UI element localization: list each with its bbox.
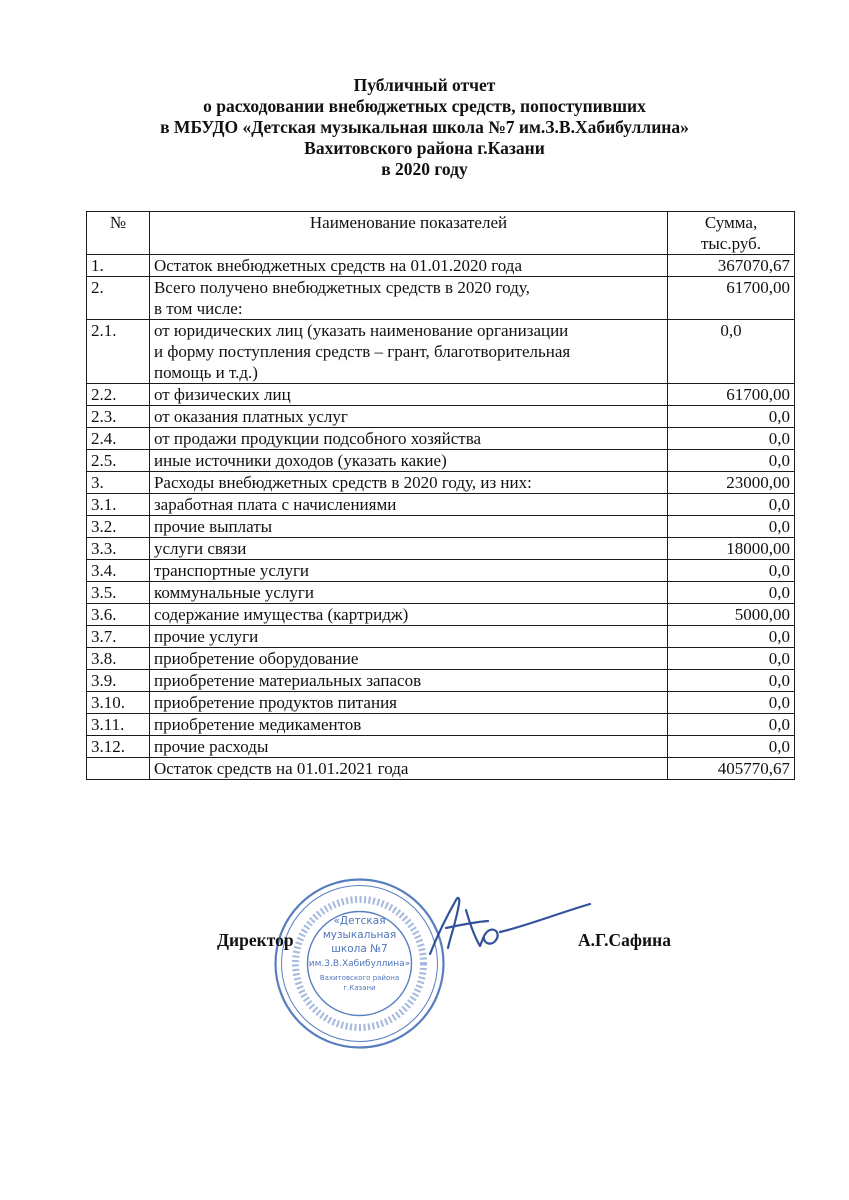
- row-num: 3.7.: [87, 626, 150, 648]
- row-sum: 0,0: [668, 494, 795, 516]
- row-sum: 61700,00: [668, 384, 795, 406]
- row-name: Остаток средств на 01.01.2021 года: [149, 758, 667, 780]
- table-row: [87, 604, 795, 626]
- row-name: [149, 277, 667, 320]
- row-name-line-2: в том числе:: [153, 299, 243, 318]
- table-row: [87, 670, 795, 692]
- table-row: [87, 538, 795, 560]
- header-sum-line-2: тыс.руб.: [700, 234, 762, 253]
- row-num: 2.: [87, 277, 150, 320]
- row-num: 3.8.: [87, 648, 150, 670]
- row-sum: 0,0: [668, 450, 795, 472]
- table-row: [87, 277, 795, 320]
- row-sum: 61700,00: [668, 277, 795, 320]
- row-sum: 405770,67: [668, 758, 795, 780]
- table-row: [87, 714, 795, 736]
- table-row: [87, 692, 795, 714]
- signature-row: [0, 930, 849, 960]
- row-num: 3.10.: [87, 692, 150, 714]
- row-name: заработная плата с начислениями: [149, 494, 667, 516]
- row-sum: 18000,00: [668, 538, 795, 560]
- row-sum: 5000,00: [668, 604, 795, 626]
- row-sum: 0,0: [668, 560, 795, 582]
- row-name: от оказания платных услуг: [149, 406, 667, 428]
- row-sum: 23000,00: [668, 472, 795, 494]
- table-row: [87, 255, 795, 277]
- signer-position: Директор: [217, 930, 294, 950]
- stamp-text-3: школа №7: [331, 943, 388, 955]
- row-name-line-1: от юридических лиц (указать наименование организации: [153, 321, 569, 340]
- signer-name: А.Г.Сафина: [578, 930, 671, 950]
- row-name: прочие услуги: [149, 626, 667, 648]
- row-sum: 0,0: [668, 516, 795, 538]
- stamp-text-6: г.Казани: [343, 984, 376, 992]
- table-row: [87, 406, 795, 428]
- row-sum: 367070,67: [668, 255, 795, 277]
- row-sum: 0,0: [668, 648, 795, 670]
- row-num: 2.2.: [87, 384, 150, 406]
- row-sum: 0,0: [668, 692, 795, 714]
- table-row-total: [87, 758, 795, 780]
- row-name: от продажи продукции подсобного хозяйства: [149, 428, 667, 450]
- row-sum: 0,0: [668, 428, 795, 450]
- row-sum: 0,0: [668, 670, 795, 692]
- row-name: прочие выплаты: [149, 516, 667, 538]
- row-num: 3.2.: [87, 516, 150, 538]
- header-sum: [668, 212, 795, 255]
- row-name: приобретение продуктов питания: [149, 692, 667, 714]
- row-name: прочие расходы: [149, 736, 667, 758]
- row-name: Расходы внебюджетных средств в 2020 году, из них:: [149, 472, 667, 494]
- row-name: коммунальные услуги: [149, 582, 667, 604]
- row-name-line-2: и форму поступления средств – грант, благотворительная: [153, 342, 571, 361]
- row-sum: 0,0: [668, 582, 795, 604]
- header-name: Наименование показателей: [149, 212, 667, 255]
- title-line-1: Публичный отчет: [353, 75, 496, 95]
- table-row: [87, 626, 795, 648]
- row-name: содержание имущества (картридж): [149, 604, 667, 626]
- row-sum: 0,0: [668, 714, 795, 736]
- row-sum: 0,0: [668, 406, 795, 428]
- stamp-text-1: «Детская: [333, 915, 386, 927]
- row-num: 3.1.: [87, 494, 150, 516]
- header-num: №: [87, 212, 150, 255]
- row-num: 2.4.: [87, 428, 150, 450]
- stamp-text-5: Вахитовского района: [319, 974, 400, 982]
- title-line-2: о расходовании внебюджетных средств, попоступивших: [203, 96, 646, 116]
- header-sum-line-1: Сумма,: [704, 213, 758, 232]
- table-row: [87, 736, 795, 758]
- row-sum: 0,0: [668, 320, 795, 384]
- row-sum: 0,0: [668, 736, 795, 758]
- row-name: транспортные услуги: [149, 560, 667, 582]
- table-row: [87, 516, 795, 538]
- table-row: [87, 582, 795, 604]
- row-num: 2.1.: [87, 320, 150, 384]
- table-row: [87, 472, 795, 494]
- row-name: приобретение оборудование: [149, 648, 667, 670]
- row-name: иные источники доходов (указать какие): [149, 450, 667, 472]
- report-title: [0, 75, 849, 180]
- row-name-line-3: помощь и т.д.): [153, 363, 258, 382]
- stamp-text-2: музыкальная: [322, 929, 397, 941]
- table-row: [87, 648, 795, 670]
- title-line-4: Вахитовского района г.Казани: [304, 138, 545, 158]
- row-num: 3.4.: [87, 560, 150, 582]
- table-row: [87, 450, 795, 472]
- table-row: [87, 320, 795, 384]
- row-num: 3.: [87, 472, 150, 494]
- row-num: 2.3.: [87, 406, 150, 428]
- row-name: услуги связи: [149, 538, 667, 560]
- row-name: от физических лиц: [149, 384, 667, 406]
- row-num: 3.5.: [87, 582, 150, 604]
- title-line-5: в 2020 году: [381, 159, 468, 179]
- table-row: [87, 560, 795, 582]
- row-num: 3.3.: [87, 538, 150, 560]
- stamp-text-4: им.З.В.Хабибуллина»: [308, 959, 411, 969]
- row-num: 2.5.: [87, 450, 150, 472]
- table-row: [87, 494, 795, 516]
- row-num: [87, 758, 150, 780]
- table-row: [87, 428, 795, 450]
- table-row: [87, 384, 795, 406]
- row-num: 3.6.: [87, 604, 150, 626]
- row-num: 3.9.: [87, 670, 150, 692]
- row-name: приобретение материальных запасов: [149, 670, 667, 692]
- row-name: Остаток внебюджетных средств на 01.01.2020 года: [149, 255, 667, 277]
- title-line-3: в МБУДО «Детская музыкальная школа №7 им.З.В.Хабибуллина»: [160, 117, 689, 137]
- table-header-row: [87, 212, 795, 255]
- row-name: [149, 320, 667, 384]
- report-table: [86, 211, 795, 780]
- row-num: 1.: [87, 255, 150, 277]
- row-name-line-1: Всего получено внебюджетных средств в 2020 году,: [153, 278, 530, 297]
- row-num: 3.12.: [87, 736, 150, 758]
- row-num: 3.11.: [87, 714, 150, 736]
- row-name: приобретение медикаментов: [149, 714, 667, 736]
- row-sum: 0,0: [668, 626, 795, 648]
